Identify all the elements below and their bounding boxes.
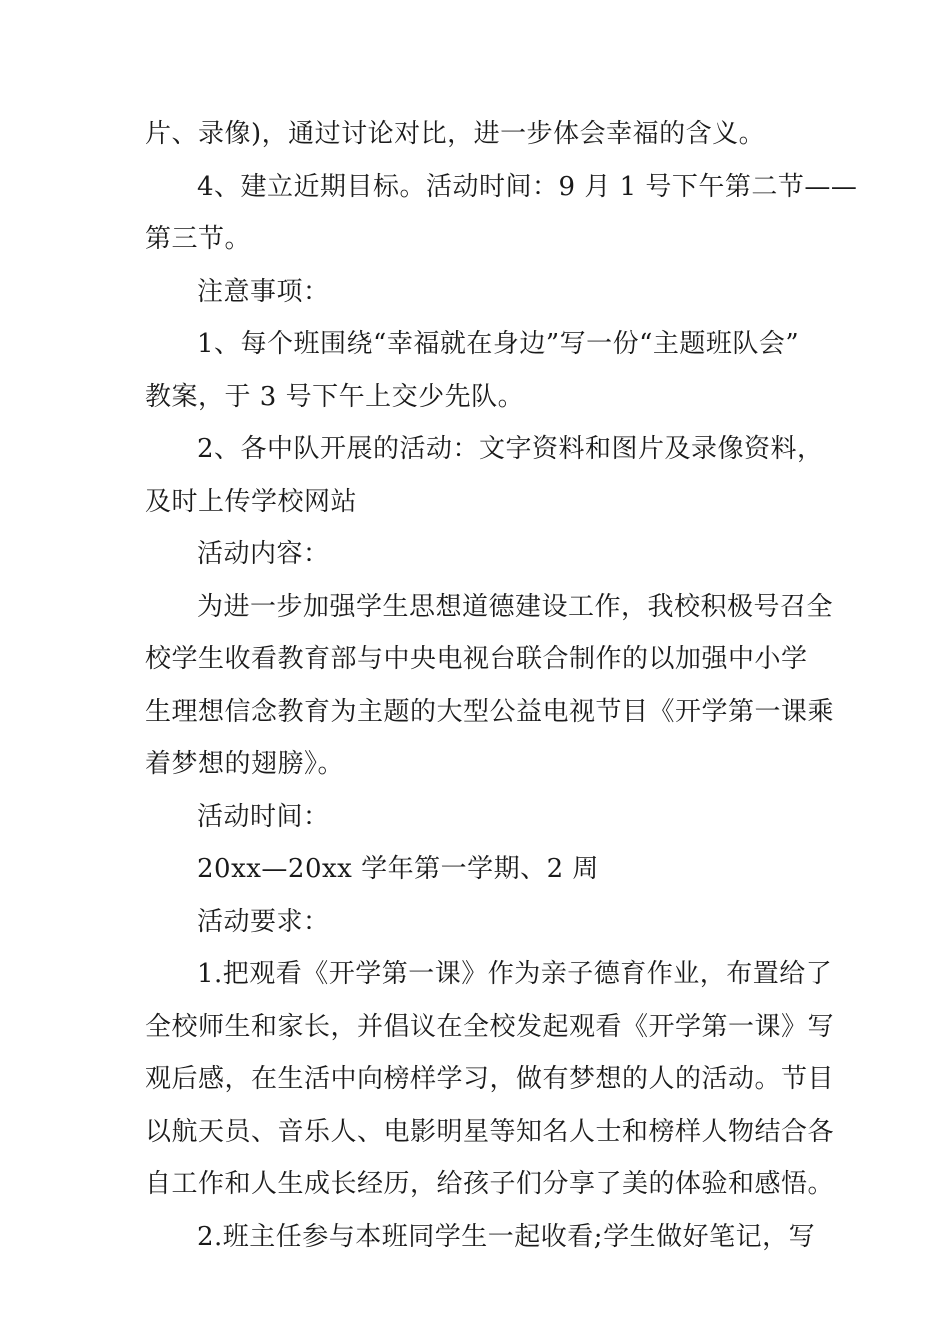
text-line: 20xx—20xx 学年第一学期、2 周 — [197, 854, 599, 884]
text-line: 1.把观看《开学第一课》作为亲子德育作业，布置给了 — [197, 959, 833, 989]
text-line: 着梦想的翅膀》。 — [145, 749, 345, 779]
text-line: 片、录像)，通过讨论对比，进一步体会幸福的含义。 — [145, 119, 766, 149]
text-line: 全校师生和家长，并倡议在全校发起观看《开学第一课》写 — [145, 1011, 835, 1042]
text-line: 2.班主任参与本班同学生一起收看;学生做好笔记，写 — [197, 1221, 816, 1252]
text-line: 为进一步加强学生思想道德建设工作，我校积极号召全 — [197, 591, 834, 622]
document-body — [145, 108, 858, 1263]
text-line: 生理想信念教育为主题的大型公益电视节目《开学第一课乘 — [145, 696, 835, 727]
section-heading: 活动要求： — [197, 906, 330, 937]
section-heading: 活动内容： — [197, 539, 330, 569]
text-line: 第三节。 — [145, 224, 252, 254]
text-line: 2、各中队开展的活动：文字资料和图片及录像资料， — [197, 434, 824, 464]
text-line: 观后感，在生活中向榜样学习，做有梦想的人的活动。节目 — [145, 1064, 835, 1094]
text-line: 以航天员、音乐人、电影明星等知名人士和榜样人物结合各 — [145, 1116, 835, 1147]
text-line: 自工作和人生成长经历，给孩子们分享了美的体验和感悟。 — [145, 1169, 835, 1199]
text-line: 及时上传学校网站 — [145, 486, 358, 517]
text-line: 教案，于 3 号下午上交少先队。 — [145, 381, 525, 412]
text-line: 校学生收看教育部与中央电视台联合制作的以加强中小学 — [145, 644, 808, 674]
section-heading: 活动时间： — [197, 801, 330, 832]
text-line: 1、每个班围绕“幸福就在身边”写一份“主题班队会” — [197, 329, 800, 359]
text-line: 4、建立近期目标。活动时间：9 月 1 号下午第二节—— — [197, 171, 858, 202]
section-heading: 注意事项： — [197, 276, 330, 307]
